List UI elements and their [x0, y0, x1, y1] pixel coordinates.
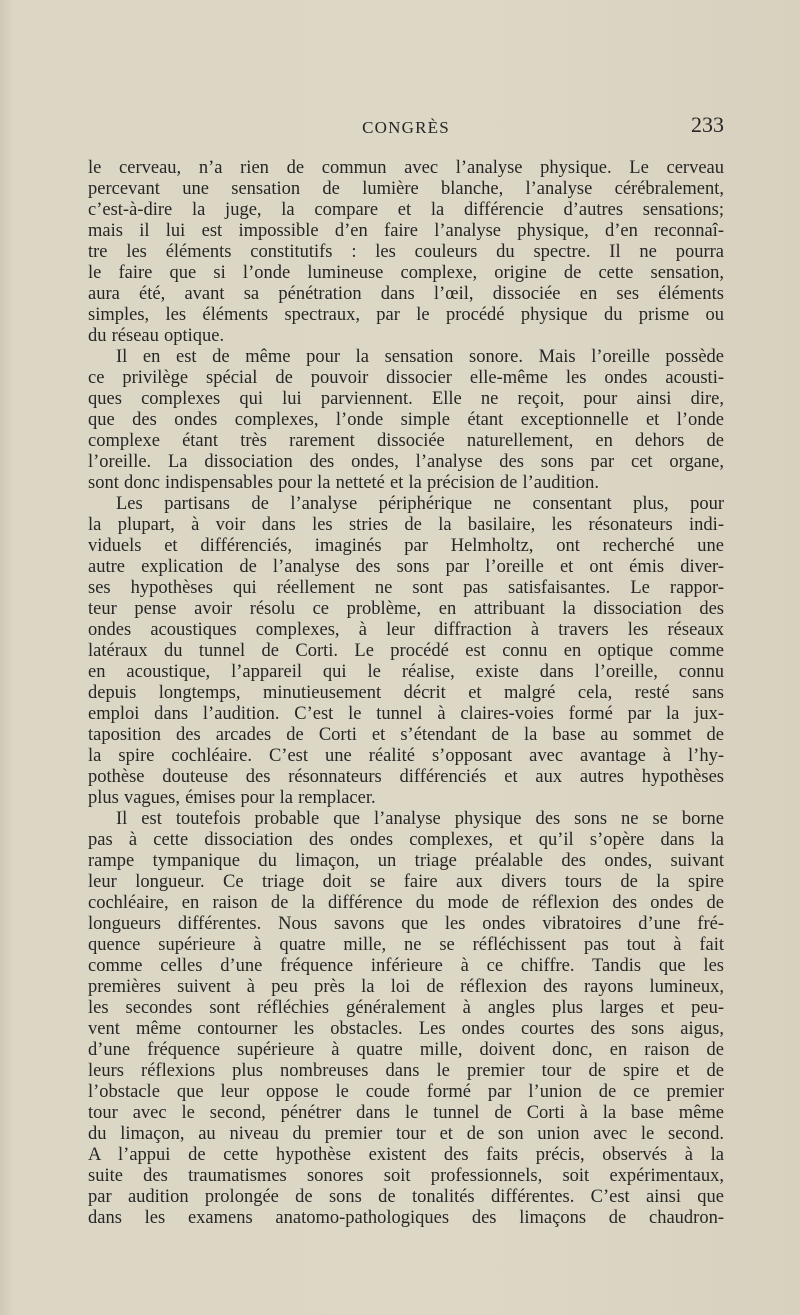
text-line: sont donc indispensables pour la netteté et la précision de l’audition.	[88, 473, 600, 493]
text-line: pas à cette dissociation des ondes complexes, et qu’il s’opère dans la	[88, 830, 724, 850]
text-line: Il est toutefois probable que l’analyse physique des sons ne se borne	[116, 809, 724, 829]
text-line: le cerveau, n’a rien de commun avec l’analyse physique. Le cerveau	[88, 158, 724, 178]
page-number: 233	[691, 112, 724, 137]
paragraph	[88, 158, 724, 347]
text-line: plus vagues, émises pour la remplacer.	[88, 788, 376, 808]
text-line: premières suivent à peu près la loi de réflexion des rayons lumineux,	[88, 977, 724, 997]
text-line: le faire que si l’onde lumineuse complexe, origine de cette sensation,	[88, 263, 724, 283]
running-head: CONGRÈS	[362, 118, 450, 137]
text-line: depuis longtemps, minutieusement décrit et malgré cela, resté sans	[88, 683, 724, 703]
text-line: que des ondes complexes, l’onde simple étant exceptionnelle et l’onde	[88, 410, 724, 430]
text-line: du réseau optique.	[88, 326, 225, 346]
paragraph	[88, 809, 724, 1229]
text-line: comme celles d’une fréquence inférieure à ce chiffre. Tandis que les	[88, 956, 724, 976]
text-line: autre explication de l’analyse des sons par l’oreille et ont émis diver-	[88, 557, 724, 577]
text-line: teur pense avoir résolu ce problème, en attribuant la dissociation des	[88, 599, 724, 619]
text-line: complexe étant très rarement dissociée naturellement, en dehors de	[88, 431, 724, 451]
text-line: Il en est de même pour la sensation sonore. Mais l’oreille possède	[116, 347, 724, 367]
text-line: leurs réflexions plus nombreuses dans le premier tour de spire et de	[88, 1061, 724, 1081]
text-line: tour avec le second, pénétrer dans le tunnel de Corti à la base même	[88, 1103, 724, 1123]
text-line: la spire cochléaire. C’est une réalité s’opposant avec avantage à l’hy-	[88, 746, 724, 766]
text-line: d’une fréquence supérieure à quatre mille, doivent donc, en raison de	[88, 1040, 724, 1060]
paragraph	[88, 494, 724, 809]
text-line: mais il lui est impossible d’en faire l’analyse physique, d’en reconnaî-	[88, 221, 724, 241]
text-line: du limaçon, au niveau du premier tour et de son union avec le second.	[88, 1124, 724, 1144]
body-text	[88, 158, 724, 1229]
page-header	[88, 112, 724, 142]
text-line: pothèse douteuse des résonnateurs différenciés et aux autres hypothèses	[88, 767, 724, 787]
text-line: emploi dans l’audition. C’est le tunnel à claires-voies formé par la jux-	[88, 704, 724, 724]
paragraph	[88, 347, 724, 494]
text-line: aura été, avant sa pénétration dans l’œil, dissociée en ses éléments	[88, 284, 724, 304]
text-line: leur longueur. Ce triage doit se faire aux divers tours de la spire	[88, 872, 724, 892]
text-line: quence supérieure à quatre mille, ne se réfléchissent pas tout à fait	[88, 935, 724, 955]
text-line: en acoustique, l’appareil qui le réalise, existe dans l’oreille, connu	[88, 662, 724, 682]
text-line: vent même contourner les obstacles. Les ondes courtes des sons aigus,	[88, 1019, 724, 1039]
text-line: par audition prolongée de sons de tonalités différentes. C’est ainsi que	[88, 1187, 724, 1207]
text-line: percevant une sensation de lumière blanche, l’analyse cérébralement,	[88, 179, 724, 199]
text-line: latéraux du tunnel de Corti. Le procédé est connu en optique comme	[88, 641, 724, 661]
text-line: c’est-à-dire la juge, la compare et la différencie d’autres sensations;	[88, 200, 724, 220]
text-line: les secondes sont réfléchies généralement à angles plus larges et peu-	[88, 998, 724, 1018]
text-line: suite des traumatismes sonores soit professionnels, soit expérimentaux,	[88, 1166, 724, 1186]
text-line: ondes acoustiques complexes, à leur diffraction à travers les réseaux	[88, 620, 724, 640]
text-line: A l’appui de cette hypothèse existent des faits précis, observés à la	[88, 1145, 724, 1165]
text-line: viduels et différenciés, imaginés par Helmholtz, ont recherché une	[88, 536, 724, 556]
text-line: ses hypothèses qui réellement ne sont pas satisfaisantes. Le rappor-	[88, 578, 724, 598]
text-line: ques complexes qui lui parviennent. Elle ne reçoit, pour ainsi dire,	[88, 389, 724, 409]
text-line: l’obstacle que leur oppose le coude formé par l’union de ce premier	[88, 1082, 724, 1102]
text-line: simples, les éléments spectraux, par le procédé physique du prisme ou	[88, 305, 724, 325]
text-line: cochléaire, en raison de la différence du mode de réflexion des ondes de	[88, 893, 724, 913]
text-line: l’oreille. La dissociation des ondes, l’analyse des sons par cet organe,	[88, 452, 724, 472]
text-line: Les partisans de l’analyse périphérique ne consentant plus, pour	[116, 494, 724, 514]
text-line: longueurs différentes. Nous savons que les ondes vibratoires d’une fré-	[88, 914, 724, 934]
text-line: rampe tympanique du limaçon, un triage préalable des ondes, suivant	[88, 851, 724, 871]
text-line: tre les éléments constitutifs : les couleurs du spectre. Il ne pourra	[88, 242, 724, 262]
text-line: taposition des arcades de Corti et s’étendant de la base au sommet de	[88, 725, 724, 745]
text-line: ce privilège spécial de pouvoir dissocier elle-même les ondes acousti-	[88, 368, 724, 388]
text-line: dans les examens anatomo-pathologiques des limaçons de chaudron-	[88, 1208, 724, 1228]
text-line: la plupart, à voir dans les stries de la basilaire, les résonateurs indi-	[88, 515, 724, 535]
